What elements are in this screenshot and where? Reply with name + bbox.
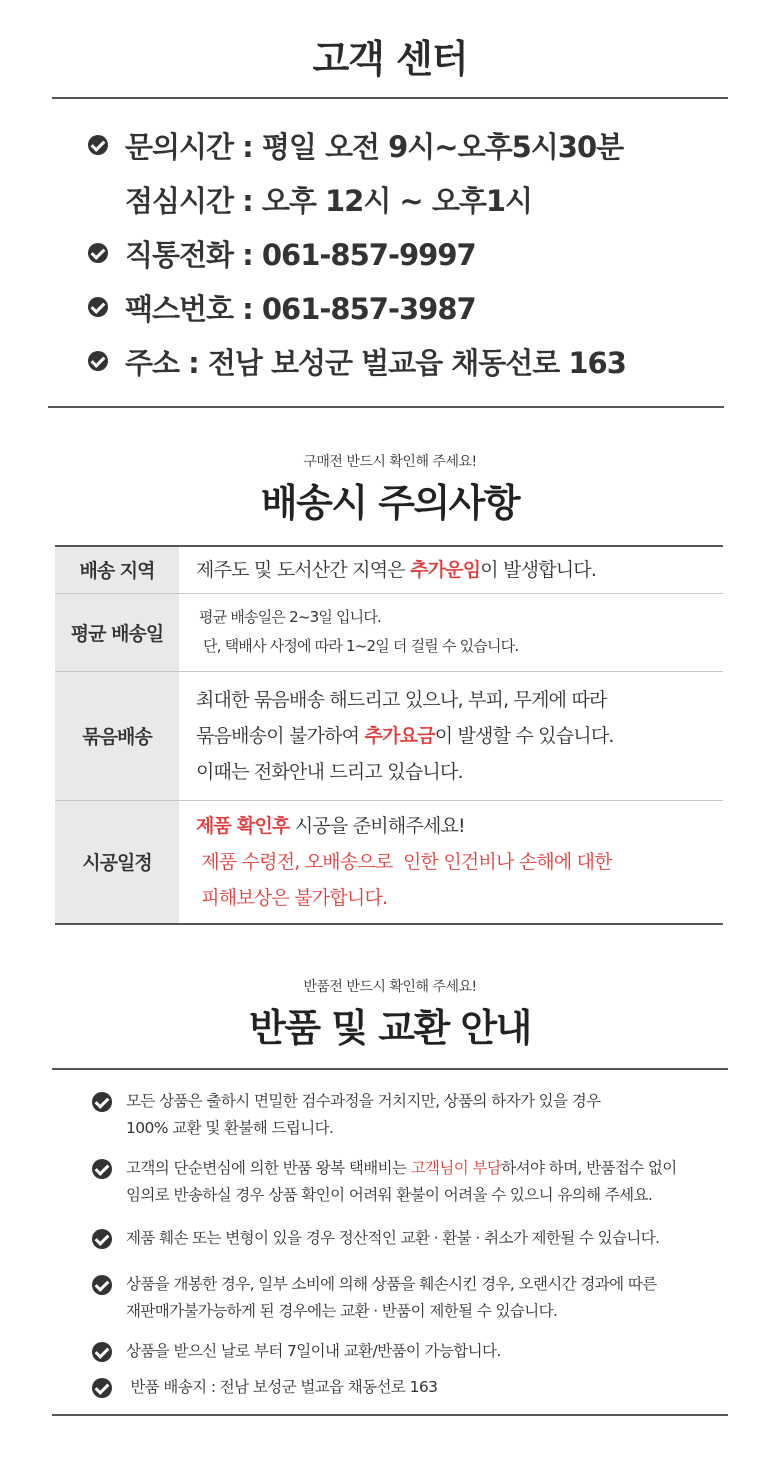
divider [48,406,724,408]
list-item: 반품 배송지 : 전남 보성군 벌교읍 채동선로 163 [92,1374,732,1401]
extra-fee-highlight: 추가운임 [410,558,481,581]
returns-list [92,1088,732,1401]
check-circle-icon [88,243,108,263]
phone-text: 직통전화 : 061-857-9997 [125,237,476,272]
lunch-text: 점심시간 : 오후 12시 ~ 오후1시 [125,183,533,218]
row-content: 최대한 묶음배송 해드리고 있으나, 부피, 무게에 따라 묶음배송이 불가하여 추가요금이 발생할 수 있습니다. 이때는 전화안내 드리고 있습니다. [179,671,723,800]
divider [52,1068,728,1070]
address-row [88,334,626,388]
list-item: 상품을 개봉한 경우, 일부 소비에 의해 상품을 훼손시킨 경우, 오랜시간 경과에 따른 재판매가불가능하게 된 경우에는 교환 · 반품이 제한될 수 있습니다. [92,1271,732,1325]
check-circle-icon [92,1378,112,1398]
row-header: 시공일정 [55,800,179,924]
returns-subtitle: 반품전 반드시 확인해 주세요! [303,979,477,995]
row-header: 평균 배송일 [55,593,179,671]
list-item: 상품을 받으신 날로 부터 7일이내 교환/반품이 가능합니다. [92,1338,732,1365]
check-circle-icon [88,135,108,155]
divider [52,97,728,99]
list-item: 고객의 단순변심에 의한 반품 왕복 택배비는 고객님이 부담하셔야 하며, 반품접수 없이 임의로 반송하실 경우 상품 확인이 어려워 환불이 어려울 수 있으니 유의해 주세요. [92,1155,732,1209]
row-header: 묶음배송 [55,671,179,800]
fax-text: 팩스번호 : 061-857-3987 [125,291,476,326]
address-text: 주소 : 전남 보성군 벌교읍 채동선로 163 [125,345,626,380]
table-row [55,593,723,671]
shipping-subtitle: 구매전 반드시 확인해 주세요! [303,454,477,470]
extra-charge-highlight: 추가요금 [364,724,435,747]
table-row [55,671,723,800]
shipping-title: 배송시 주의사항 [260,481,520,525]
row-content: 평균 배송일은 2~3일 입니다. 단, 택배사 사정에 따라 1~2일 더 걸릴 수 있습니다. [179,593,723,671]
lunch-row [88,172,626,226]
table-row [55,800,723,924]
check-circle-icon [92,1275,112,1295]
check-circle-icon [92,1159,112,1179]
check-circle-icon [88,297,108,317]
customer-center-title: 고객 센터 [312,37,468,81]
returns-title: 반품 및 교환 안내 [249,1006,531,1050]
fax-row [88,280,626,334]
shipping-table [55,545,723,925]
hours-row [88,118,626,172]
check-circle-icon [92,1342,112,1362]
divider [52,1414,728,1416]
row-content: 제주도 및 도서산간 지역은 추가운임이 발생합니다. [179,546,723,593]
phone-row [88,226,626,280]
customer-burden-highlight: 고객님이 부담 [410,1159,502,1177]
row-content: 제품 확인후 시공을 준비해주세요! 제품 수령전, 오배송으로 인한 인건비나 손해에 대한 피해보상은 불가합니다. [196,814,612,909]
list-item: 제품 훼손 또는 변형이 있을 경우 정산적인 교환 · 환불 · 취소가 제한될 수 있습니다. [92,1225,732,1252]
row-header: 배송 지역 [55,546,179,593]
table-row [55,546,723,593]
check-circle-icon [88,351,108,371]
customer-center-info [88,118,626,388]
product-check-highlight: 제품 확인후 [196,814,290,837]
check-circle-icon [92,1092,112,1112]
check-circle-icon [92,1229,112,1249]
hours-text: 문의시간 : 평일 오전 9시~오후5시30분 [125,129,624,164]
list-item: 모든 상품은 출하시 면밀한 검수과정을 거치지만, 상품의 하자가 있을 경우 100% 교환 및 환불해 드립니다. [92,1088,732,1142]
